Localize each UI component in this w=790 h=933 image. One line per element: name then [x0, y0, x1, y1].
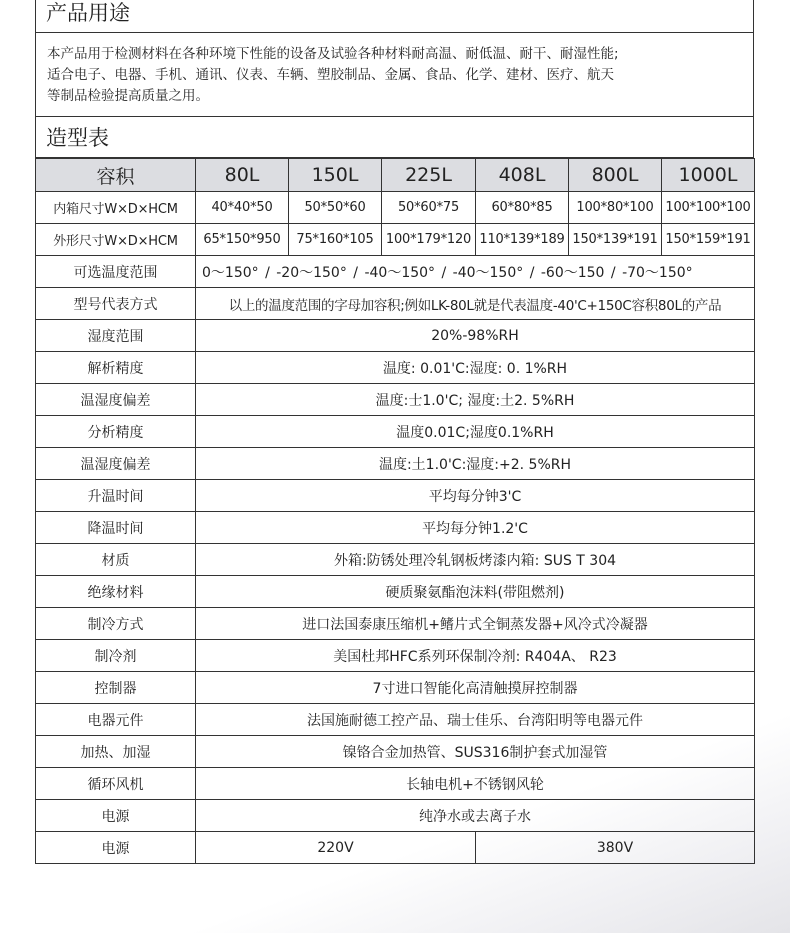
- model-1000l: 1000L: [662, 159, 755, 192]
- table-cell: 150*139*191: [569, 224, 662, 256]
- row-value: 纯净水或去离子水: [196, 800, 755, 832]
- row-label: 电源: [36, 800, 196, 832]
- row-value: 温度: 0.01'C:湿度: 0. 1%RH: [196, 352, 755, 384]
- model-408l: 408L: [476, 159, 569, 192]
- temp-range-row: [36, 256, 755, 288]
- row-value: 外箱:防锈处理冷轧钢板烤漆内箱: SUS T 304: [196, 544, 755, 576]
- table-cell: 40*40*50: [196, 192, 289, 224]
- table-row: [36, 672, 755, 704]
- row-label: 外形尺寸W×D×HCM: [36, 224, 196, 256]
- model-80l: 80L: [196, 159, 289, 192]
- row-value: 平均每分钟3'C: [196, 480, 755, 512]
- table-row: [36, 608, 755, 640]
- row-value: 温度:土1.0'C:湿度:+2. 5%RH: [196, 448, 755, 480]
- inner-size-row: [36, 192, 755, 224]
- table-row: [36, 352, 755, 384]
- row-label: 可选温度范围: [36, 256, 196, 288]
- row-value: 美国杜邦HFC系列环保制冷剂: R404A、 R23: [196, 640, 755, 672]
- table-row: [36, 800, 755, 832]
- table-cell: 50*50*60: [289, 192, 382, 224]
- row-value: 温度:士1.0'C; 湿度:土2. 5%RH: [196, 384, 755, 416]
- table-row: [36, 480, 755, 512]
- row-label: 制冷剂: [36, 640, 196, 672]
- table-cell: 60*80*85: [476, 192, 569, 224]
- row-label: 升温时间: [36, 480, 196, 512]
- model-code-row: [36, 288, 755, 320]
- table-row: [36, 384, 755, 416]
- row-label: 降温时间: [36, 512, 196, 544]
- model-800l: 800L: [569, 159, 662, 192]
- row-label: 电源: [36, 832, 196, 864]
- row-value: 平均每分钟1.2'C: [196, 512, 755, 544]
- purpose-line: 本产品用于检测材料在各种环境下性能的设备及试验各种材料耐高温、耐低温、耐干、耐湿性能;: [47, 46, 619, 62]
- row-label: 制冷方式: [36, 608, 196, 640]
- row-value: 镍铬合金加热管、SUS316制护套式加湿管: [196, 736, 755, 768]
- table-cell: 65*150*950: [196, 224, 289, 256]
- table-cell: 100*100*100: [662, 192, 755, 224]
- table-row: [36, 416, 755, 448]
- header-label: 容积: [36, 159, 196, 192]
- purpose-line: 等制品检验提高质量之用。: [47, 88, 209, 104]
- table-cell: 100*179*120: [382, 224, 476, 256]
- spec-table: [35, 158, 755, 864]
- row-label: 循环风机: [36, 768, 196, 800]
- table-cell: 100*80*100: [569, 192, 662, 224]
- row-value: 法国施耐德工控产品、瑞士佳乐、台湾阳明等电器元件: [196, 704, 755, 736]
- outer-size-row: [36, 224, 755, 256]
- row-label: 材质: [36, 544, 196, 576]
- table-row: [36, 704, 755, 736]
- row-value: 20%-98%RH: [196, 320, 755, 352]
- power-220v: 220V: [196, 832, 476, 864]
- purpose-description: [35, 33, 754, 117]
- table-row: [36, 576, 755, 608]
- table-row: [36, 640, 755, 672]
- model-code-value: 以上的温度范围的字母加容积;例如LK-80L就是代表温度-40'C+150C容积80L的产品: [196, 288, 755, 320]
- power-380v: 380V: [476, 832, 755, 864]
- spec-sheet: [35, 0, 754, 864]
- table-cell: 110*139*189: [476, 224, 569, 256]
- row-label: 温湿度偏差: [36, 384, 196, 416]
- table-cell: 150*159*191: [662, 224, 755, 256]
- row-value: 长轴电机+不锈钢风轮: [196, 768, 755, 800]
- row-label: 内箱尺寸W×D×HCM: [36, 192, 196, 224]
- row-label: 加热、加湿: [36, 736, 196, 768]
- table-header-row: [36, 159, 755, 192]
- model-150l: 150L: [289, 159, 382, 192]
- row-label: 控制器: [36, 672, 196, 704]
- row-label: 分析精度: [36, 416, 196, 448]
- row-label: 电器元件: [36, 704, 196, 736]
- row-label: 解析精度: [36, 352, 196, 384]
- row-label: 型号代表方式: [36, 288, 196, 320]
- row-value: 温度0.01C;湿度0.1%RH: [196, 416, 755, 448]
- table-row: [36, 448, 755, 480]
- row-value: 进口法国泰康压缩机+鳍片式全铜蒸发器+风冷式冷凝器: [196, 608, 755, 640]
- table-cell: 50*60*75: [382, 192, 476, 224]
- table-row: [36, 736, 755, 768]
- purpose-line: 适合电子、电器、手机、通讯、仪表、车辆、塑胶制品、金属、食品、化学、建材、医疗、航天: [47, 67, 614, 83]
- row-value: 7寸进口智能化高清触摸屏控制器: [196, 672, 755, 704]
- table-row: [36, 512, 755, 544]
- table-row: [36, 768, 755, 800]
- purpose-title: 产品用途: [35, 0, 754, 33]
- power-row: [36, 832, 755, 864]
- row-value: 硬质聚氨酯泡沫料(带阻燃剂): [196, 576, 755, 608]
- row-label: 湿度范围: [36, 320, 196, 352]
- table-row: [36, 544, 755, 576]
- table-row: [36, 320, 755, 352]
- row-label: 温湿度偏差: [36, 448, 196, 480]
- model-225l: 225L: [382, 159, 476, 192]
- row-label: 绝缘材料: [36, 576, 196, 608]
- table-cell: 75*160*105: [289, 224, 382, 256]
- spec-table-title: 造型表: [35, 117, 754, 158]
- temp-range-value: 0～150° / -20～150° / -40～150° / -40～150° / -60～150 / -70～150°: [196, 256, 755, 288]
